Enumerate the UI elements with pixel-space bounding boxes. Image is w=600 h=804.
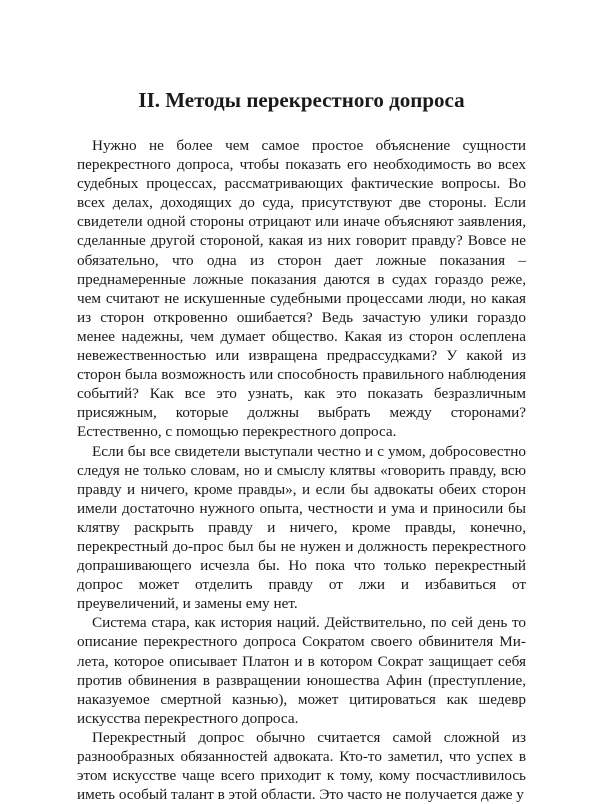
- paragraph-4: Перекрестный допрос обычно считается самой сложной из разнообразных обязанностей адвоката. Кто-то заметил, что успех в этом искусстве чаще всего приходит к тому, кому посчастливилось иметь особый талант в этой области. Это часто не получается даже у: [77, 728, 526, 804]
- paragraph-2: Если бы все свидетели выступали честно и с умом, добросовестно следуя не только словам, но и смыслу клятвы «говорить правду, всю правду и ничего, кроме правды», и если бы адвокаты обеих сторон имели достаточно нужного опыта, честности и ума и приносили бы клятву раскрыть правду и ничего, кроме правды, конечно, перекрестный до-прос был бы не нужен и должность перекрестного допрашивающего исчезла бы. Но пока что только перекрестный допрос может отделить правду от лжи и избавиться от преувеличений, и замены ему нет.: [77, 442, 526, 613]
- chapter-title: II. Методы перекрестного допроса: [138, 88, 465, 112]
- paragraph-3: Система стара, как история наций. Действительно, по сей день то описание перекрестного допроса Сократом своего обвинителя Ми-лета, которое описывает Платон и в котором Сократ защищает себя против обвинения в развращении юношества Афин (преступление, наказуемое смертной казнью), может цитироваться как шедевр искусства перекрестного допроса.: [77, 614, 526, 727]
- paragraph-1: Нужно не более чем самое простое объяснение сущности перекрестного допроса, чтобы показать его необходимость во всех судебных процессах, рассматривающих фактические вопросы. Во всех делах, доходящих до суда, присутствуют две стороны. Если свидетели одной стороны отрицают или иначе объясняют заявления, сделанные другой стороной, какая из них говорит правду? Вовсе не обязательно, что одна из сторон дает ложные показания – преднамеренные ложные показания даются в судах гораздо реже, чем считают не искушенные судебными процессами люди, но какая из сторон откровенно ошибается? Ведь зачастую улики гораздо менее надежны, чем думает общество. Какая из сторон ослеплена невежественностью или извращена предрассудками? У какой из сторон была возможность или способность правильного наблюдения событий? Как все это узнать, как это показать безразличным присяжным, которые должны выбрать между сторонами? Естественно, с помощью перекрестного допроса.: [77, 137, 526, 441]
